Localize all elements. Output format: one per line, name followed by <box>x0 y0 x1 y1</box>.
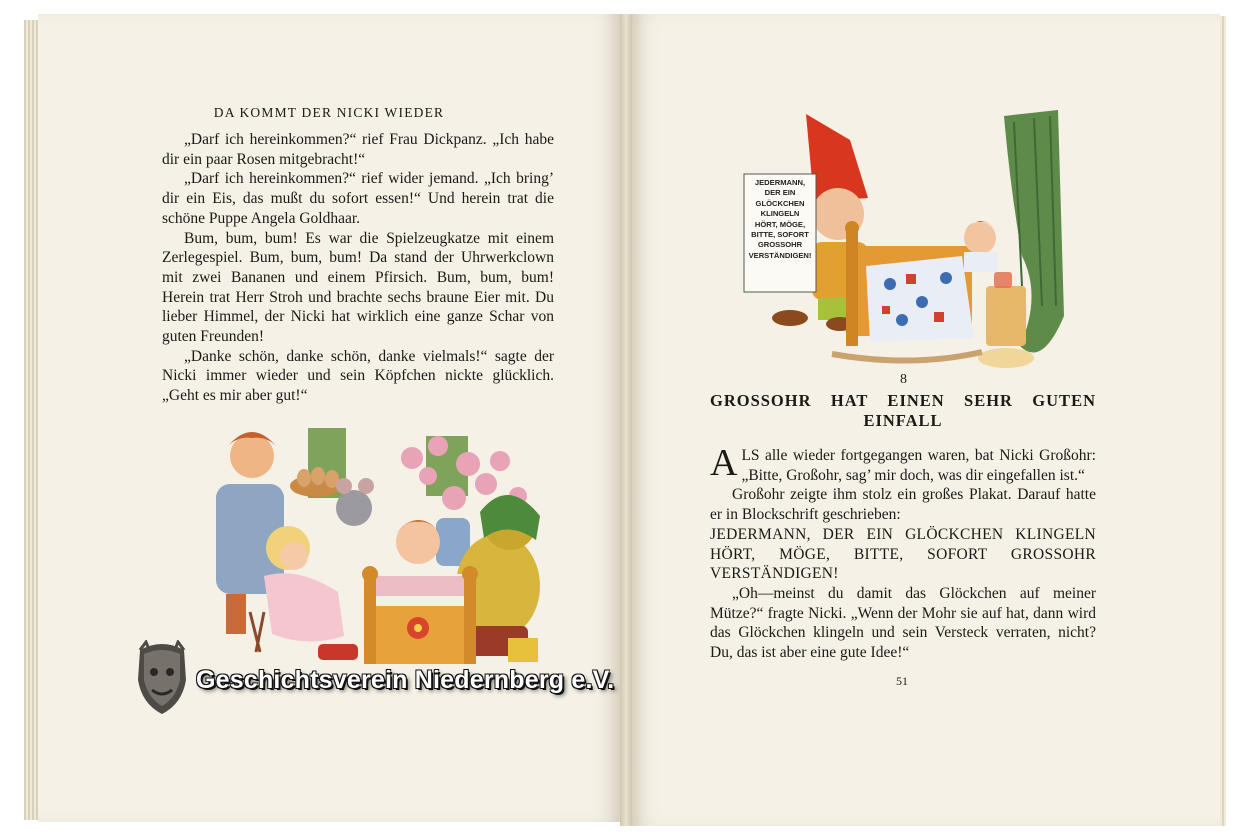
chapter-number: 8 <box>900 372 907 387</box>
chapter-title <box>710 391 1096 431</box>
nightstand-base <box>978 348 1034 368</box>
glass <box>994 272 1012 288</box>
paragraph: „Danke schön, danke schön, danke vielmals!“ sagte der Nicki immer wieder und sein Köpfchen nickte glücklich. „Geht es mir aber gut!“ <box>162 347 554 405</box>
watermark-logo <box>134 640 190 716</box>
chapter-title-line: EINFALL <box>863 411 943 430</box>
page-number: 51 <box>896 674 908 688</box>
poster-line: VERSTÄNDIGEN! <box>748 250 812 260</box>
paragraph: „Darf ich hereinkommen?“ rief Frau Dickpanz. „Ich habe dir ein paar Rosen mitgebracht!“ <box>162 131 554 168</box>
nightstand <box>986 286 1026 346</box>
bed-quilt <box>370 576 470 596</box>
sign-text: JEDERMANN, DER EIN GLÖCKCHEN KLINGELN HÖRT, MÖGE, BITTE, SOFORT GROSSOHR VERSTÄNDIGEN! <box>710 525 1096 583</box>
nicki-face <box>396 520 440 564</box>
doll-dress <box>264 573 344 641</box>
bed-post <box>464 576 476 664</box>
chapter-title-line: GROSSOHR HAT EINEN SEHR GUTEN <box>710 391 1096 410</box>
poster-line: KLINGELN <box>760 209 800 219</box>
poster-line: GROSSOHR <box>757 240 803 250</box>
mouse-ear <box>336 478 352 494</box>
bed-post <box>846 230 858 346</box>
poster-line: GLÖCKCHEN <box>755 198 805 208</box>
mouse-head <box>336 490 372 526</box>
bed-knob <box>462 566 478 582</box>
eggs <box>297 467 339 488</box>
right-page <box>632 14 1220 826</box>
bed-post <box>364 576 376 664</box>
paragraph: Bum, bum, bum! Es war die Spielzeugkatze mit einem Zerlegespiel. Bum, bum, bum! Da stand der Uhrwerkclown mit zwei Bananen und einem Pfirsich. Bum, bum, bum! Herein trat Herr Stroh und brachte sechs braune Eier mit. Du lieber Himmel, der Nicki hat wirklich eine ganze Schar von guten Freunden! <box>162 229 554 346</box>
red-shoes <box>318 644 358 660</box>
rug <box>832 352 982 361</box>
poster-line: DER EIN <box>764 188 796 198</box>
illustration-nicki-in-bed <box>168 416 548 666</box>
bed-knob <box>362 566 378 582</box>
poster-text <box>746 178 814 261</box>
poster-line: JEDERMANN, <box>754 178 806 187</box>
sailor-head <box>230 434 274 478</box>
watermark-text: Geschichtsverein Niedernberg e.V. <box>196 666 615 694</box>
right-page-text <box>710 442 1096 663</box>
small-chair <box>250 612 264 652</box>
paragraph: „Oh—meinst du damit das Glöckchen auf meiner Mütze?“ fragte Nicki. „Wenn der Mohr sie auf hat, dann wird das Glöckchen klingeln und sein Versteck verraten, nicht? Du, das ist aber eine gute Idee!“ <box>710 584 1096 662</box>
gutter <box>620 14 632 826</box>
poster-line: BITTE, SOFORT <box>751 230 809 240</box>
nicki-face <box>964 222 996 254</box>
sailor-legs <box>226 594 246 634</box>
paragraph: ALS alle wieder fortgegangen waren, bat Nicki Großohr: „Bitte, Großohr, sag’ mir doch, was dir eingefallen ist.“ <box>710 442 1096 484</box>
drop-cap: A <box>710 442 738 484</box>
paragraph: „Darf ich hereinkommen?“ rief wider jemand. „Ich bring’ dir ein Eis, das mußt du sofort essen!“ Und herein trat die schöne Puppe Angela Goldhaar. <box>162 170 554 227</box>
running-head: DA KOMMT DER NICKI WIEDER <box>213 105 445 120</box>
paragraph: Großohr zeigte ihm stolz ein großes Plakat. Darauf hatte er in Blockschrift geschrieben: <box>710 486 1096 524</box>
poster-line: HÖRT, MÖGE, <box>754 219 806 229</box>
toy-box <box>508 638 538 662</box>
gnome-shoe <box>772 310 808 326</box>
doll-face <box>280 542 308 570</box>
mouse-ear <box>358 478 374 494</box>
left-page-text <box>162 130 554 406</box>
left-page <box>38 14 620 822</box>
